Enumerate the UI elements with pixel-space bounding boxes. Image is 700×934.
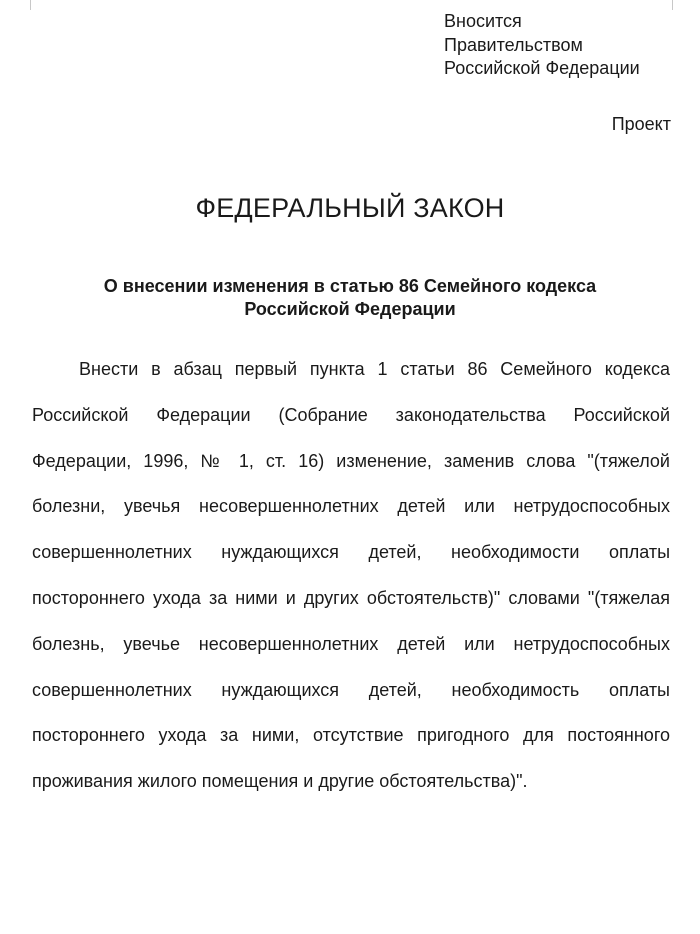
document-type-heading: ФЕДЕРАЛЬНЫЙ ЗАКОН [195,193,505,223]
document-title-line: Российской Федерации [244,299,456,319]
submitter-line: Правительством [444,34,583,55]
document-title-line: О внесении изменения в статью 86 Семейного кодекса [103,276,597,296]
submitter-block [444,10,640,81]
document-title [40,275,660,321]
draft-status: Проект [611,114,671,134]
submitter-line: Вносится [444,11,522,31]
law-body-paragraph: Внести в абзац первый пункта 1 статьи 86 Семейного кодекса Российской Федерации (Собрание законодательства Российской Федерации, 1996, № 1, ст. 16) изменение, заменив слова "(тяжелой болезни, увечья несовершеннолетних детей или нетрудоспособных совершеннолетних нуждающихся детей, необходимости оплаты постороннего ухода за ними и других обстоятельств)" словами "(тяжелая болезнь, увечье несовершеннолетних детей или нетрудоспособных совершеннолетних нуждающихся детей, необходимость оплаты постороннего ухода за ними, отсутствие пригодного для постоянного проживания жилого помещения и другие обстоятельства)". [32,359,670,792]
page-corner-mark-left [30,0,31,10]
submitter-line: Российской Федерации [444,58,640,78]
page-corner-mark-right [672,0,673,10]
